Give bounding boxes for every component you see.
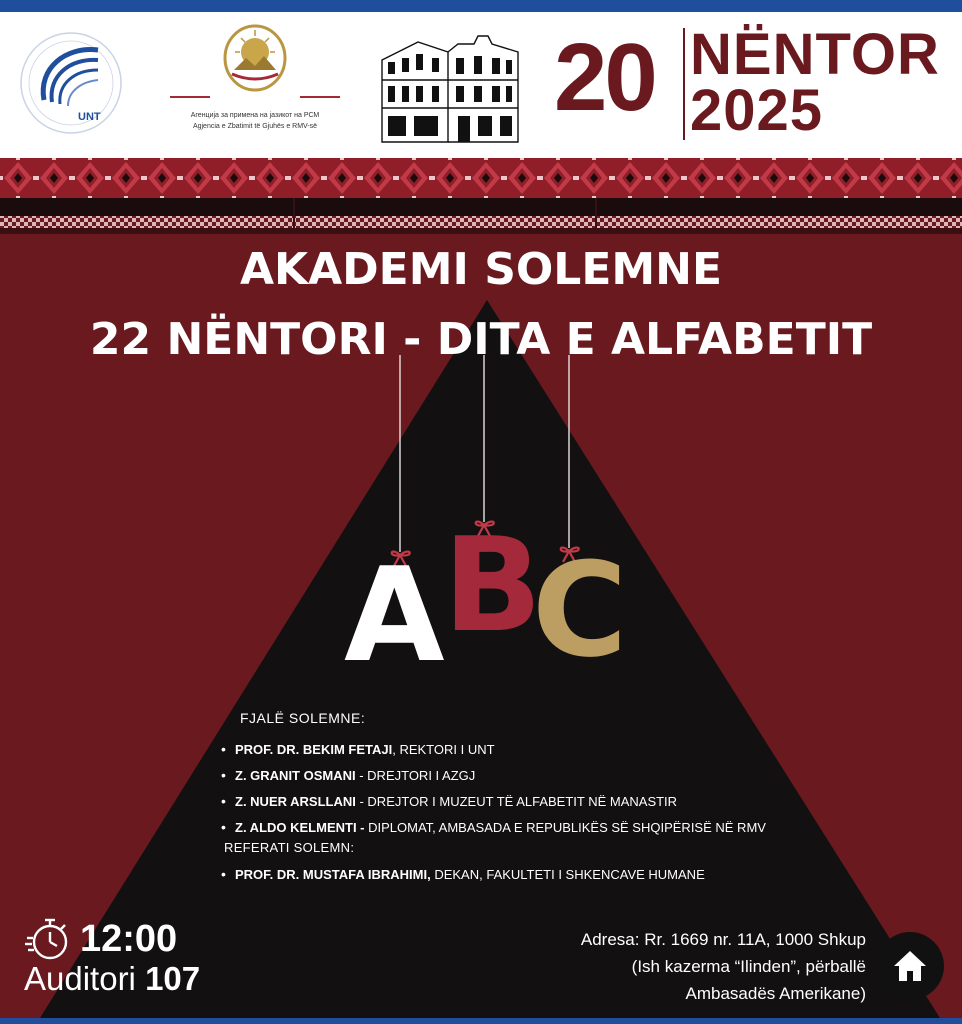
speaker-name: PROF. DR. BEKIM FETAJI [235,742,393,757]
bottom-blue-rule [0,1018,962,1024]
speaker-role: - DREJTORI I AZGJ [355,768,476,783]
speaker-role: DEKAN, FAKULTETI I SHKENCAVE HUMANE [430,867,705,882]
speakers-heading: FJALË SOLEMNE: [240,710,366,726]
speakers-list [218,742,858,835]
date-day: 20 [554,24,655,131]
room-number: 107 [145,960,201,997]
azgj-text-sq: Agjencia e Zbatimit të Gjuhës e RMV-së [192,123,318,130]
speaker-name: Z. GRANIT OSMANI [235,768,356,783]
list-item [218,794,858,809]
address-line: Adresa: Rr. 1669 nr. 11A, 1000 Shkup [580,930,866,949]
event-time: 12:00 [80,918,178,960]
list-item [218,768,858,783]
speaker-role: DIPLOMAT, AMBASADA E REPUBLIKËS SË SHQIPËRISË NË RMV [364,820,766,835]
speaker-name: PROF. DR. MUSTAFA IBRAHIMI, [235,867,431,882]
room-label: Auditori [24,960,136,997]
letter-c: C [532,534,628,686]
referat-heading: REFERATI SOLEMN: [224,840,355,855]
date-year: 2025 [690,78,824,143]
letter-a: A [344,539,445,691]
event-title: AKADEMI SOLEMNE [239,244,723,295]
list-item [218,867,858,882]
list-item [218,742,858,757]
speaker-role: - DREJTOR I MUZEUT TË ALFABETIT NË MANASTIR [355,794,678,809]
unt-logo-text: UNT [78,111,101,123]
event-subtitle: 22 NËNTORI - DITA E ALFABETIT [89,314,873,365]
letter-b: B [443,509,543,661]
address-line: (Ish kazerma “Ilinden”, përballë [631,957,866,976]
speaker-role: , REKTORI I UNT [392,742,495,757]
event-address [500,926,866,1007]
address-line: Ambasadës Amerikane) [685,984,866,1003]
event-room [24,958,200,1000]
speaker-name: Z. NUER ARSLLANI [235,794,356,809]
stopwatch-icon [25,916,71,962]
home-icon [892,948,928,984]
speaker-name: Z. ALDO KELMENTI - [235,820,365,835]
azgj-text-mk: Агенција за примена на јазикот на РСМ [190,112,320,119]
speakers-section [218,710,858,893]
list-item [218,820,858,835]
referat-list [218,867,858,882]
home-button[interactable] [876,932,944,1000]
date-month: NËNTOR [690,22,940,87]
